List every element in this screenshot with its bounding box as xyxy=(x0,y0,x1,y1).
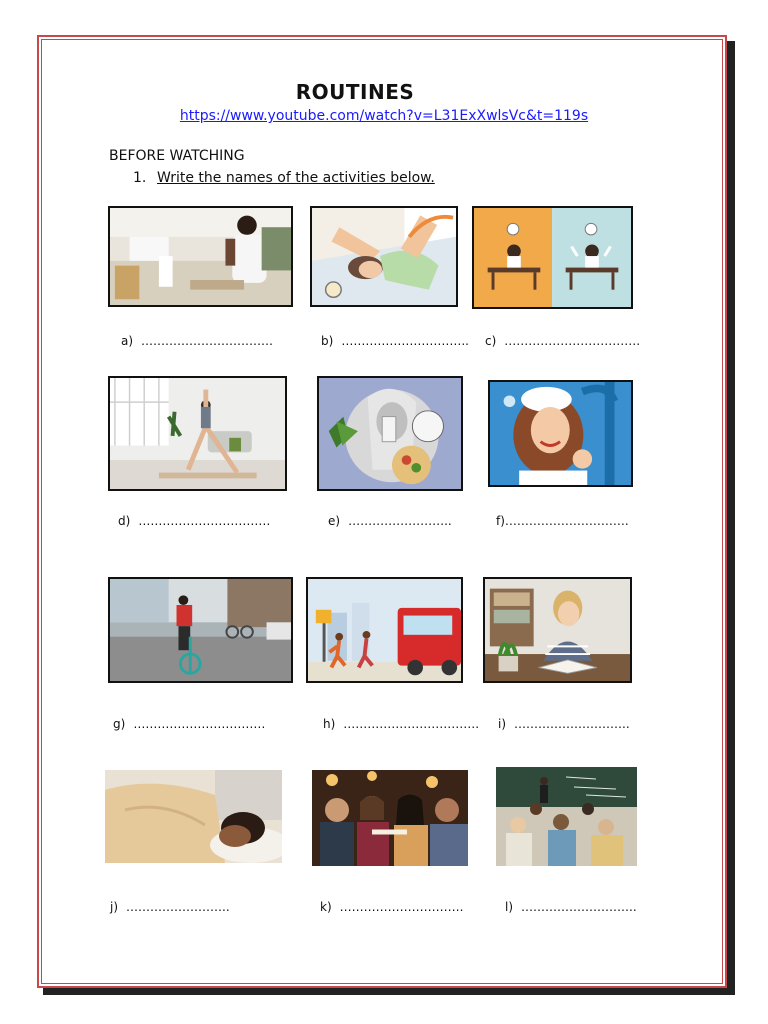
answer-blank[interactable]: …………………………. xyxy=(504,514,629,528)
answer-e: e) …………………….. xyxy=(328,514,452,528)
image-bus xyxy=(306,577,463,683)
answer-blank[interactable]: …………………………… xyxy=(141,334,274,348)
instruction xyxy=(133,170,435,186)
answer-blank[interactable]: …………………….. xyxy=(348,514,452,528)
answer-j: j) …………………….. xyxy=(110,900,230,914)
image-cooking xyxy=(108,206,293,307)
answer-blank[interactable]: ……………………….. xyxy=(521,900,637,914)
answer-l: l) ……………………….. xyxy=(505,900,637,914)
answer-blank[interactable]: ……………………………. xyxy=(504,334,641,348)
page-title: ROUTINES xyxy=(295,80,415,104)
answer-blank[interactable]: ………………………….. xyxy=(341,334,469,348)
image-waking-up xyxy=(310,206,458,307)
image-eating-drinking xyxy=(317,376,463,491)
image-reading xyxy=(483,577,632,683)
answer-f: f)…………………………. xyxy=(496,514,629,528)
answer-blank[interactable]: ……………………….. xyxy=(514,717,630,731)
section-heading: BEFORE WATCHING xyxy=(109,148,245,164)
answer-g: g) …………………………… xyxy=(113,717,266,731)
answer-blank[interactable]: …………………………… xyxy=(133,717,266,731)
instruction-number: 1. xyxy=(133,170,147,186)
answer-c: c) ……………………………. xyxy=(485,334,641,348)
answer-i: i) ……………………….. xyxy=(498,717,630,731)
image-classroom xyxy=(496,767,637,866)
instruction-text: Write the names of the activities below. xyxy=(157,170,435,186)
answer-h: h) ……………………………. xyxy=(323,717,480,731)
image-yoga xyxy=(108,376,287,491)
image-working xyxy=(472,206,633,309)
answer-blank[interactable]: …………………….. xyxy=(126,900,230,914)
answer-b: b) ………………………….. xyxy=(321,334,469,348)
answer-a: a) …………………………… xyxy=(121,334,274,348)
image-sleeping xyxy=(105,770,282,863)
image-showering xyxy=(488,380,633,487)
answer-d: d) …………………………… xyxy=(118,514,271,528)
answer-blank[interactable]: ……………………………. xyxy=(343,717,480,731)
image-cycling xyxy=(108,577,293,683)
answer-blank[interactable]: …………………………. xyxy=(339,900,464,914)
answer-k: k) …………………………. xyxy=(320,900,464,914)
answer-blank[interactable]: …………………………… xyxy=(138,514,271,528)
image-friends xyxy=(312,770,468,866)
video-link[interactable]: https://www.youtube.com/watch?v=L31ExXwlsVc&t=119s xyxy=(179,108,589,124)
